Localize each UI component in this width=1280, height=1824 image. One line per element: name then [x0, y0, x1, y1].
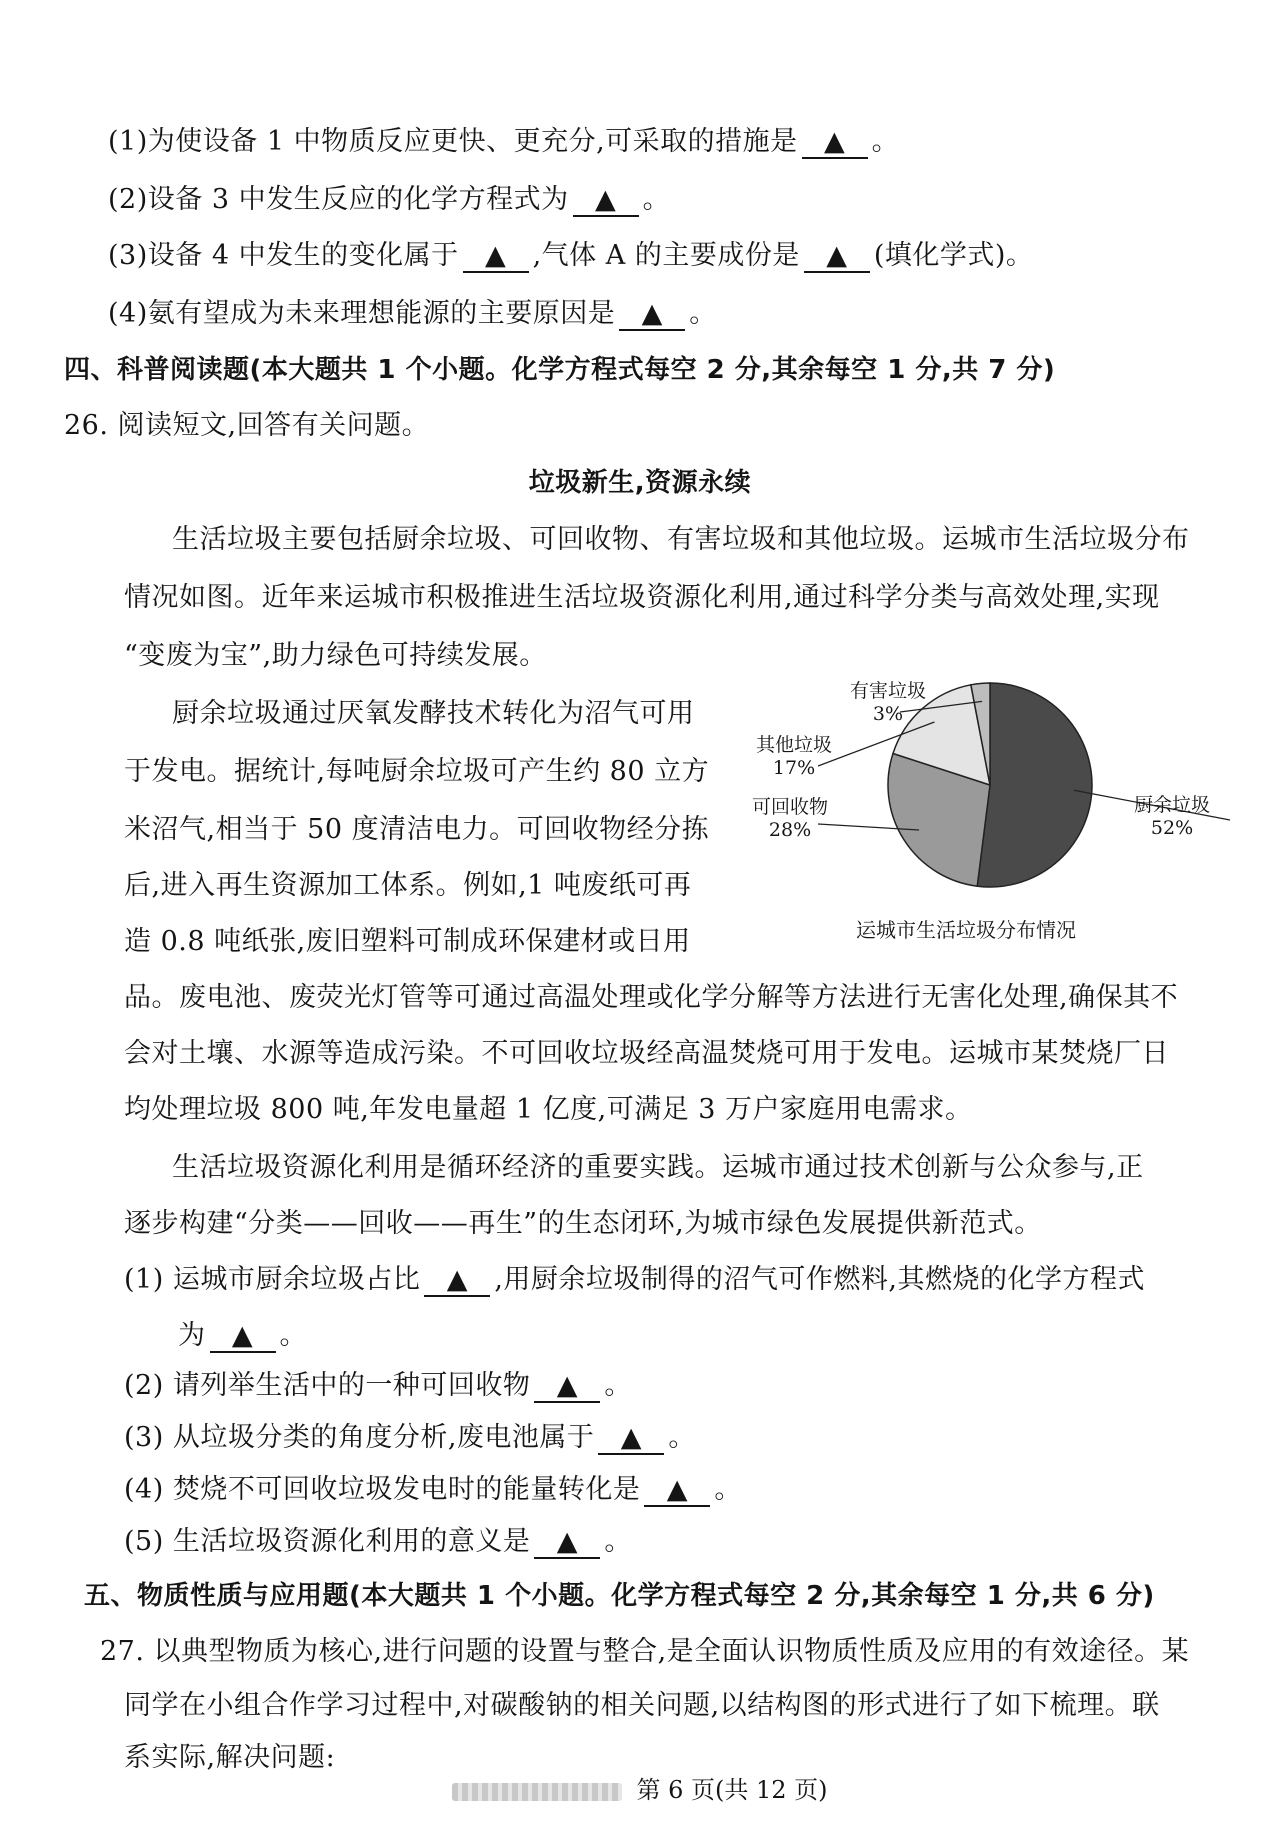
answer-blank[interactable]: ▲	[804, 241, 870, 273]
answer-blank[interactable]: ▲	[210, 1321, 276, 1353]
answer-blank[interactable]: ▲	[619, 299, 685, 331]
q26-part1-line2: 为 ▲ 。	[178, 1320, 307, 1351]
answer-blank[interactable]: ▲	[644, 1475, 710, 1507]
answer-blank[interactable]: ▲	[598, 1423, 664, 1455]
q26-part2: (2) 请列举生活中的一种可回收物 ▲ 。	[124, 1370, 632, 1401]
q25-part3: (3)设备 4 中发生的变化属于 ▲ ,气体 A 的主要成份是 ▲ (填化学式)。	[108, 240, 1034, 271]
pie-chart	[750, 670, 1250, 970]
label-kitchen: 厨余垃圾 52%	[1134, 794, 1211, 839]
q25-part2: (2)设备 3 中发生反应的化学方程式为 ▲ 。	[108, 184, 671, 215]
page-number: 第 6 页(共 12 页)	[636, 1776, 828, 1804]
para2-line6: 品。废电池、废荧光灯管等可通过高温处理或化学分解等方法进行无害化处理,确保其不	[124, 982, 1179, 1013]
para2-line5: 造 0.8 吨纸张,废旧塑料可制成环保建材或日用	[124, 926, 691, 957]
label-hazardous: 有害垃圾 3%	[850, 680, 927, 725]
slice-kitchen-waste	[977, 683, 1092, 887]
para2-line8: 均处理垃圾 800 吨,年发电量超 1 亿度,可满足 3 万户家庭用电需求。	[124, 1094, 973, 1125]
article-title: 垃圾新生,资源永续	[528, 468, 752, 498]
q27-line2: 同学在小组合作学习过程中,对碳酸钠的相关问题,以结构图的形式进行了如下梳理。联	[124, 1690, 1160, 1721]
para3-line2: 逐步构建“分类——回收——再生”的生态闭环,为城市绿色发展提供新范式。	[124, 1208, 1042, 1239]
chart-caption: 运城市生活垃圾分布情况	[856, 918, 1076, 942]
answer-blank[interactable]: ▲	[802, 127, 868, 159]
para1-line3: “变废为宝”,助力绿色可持续发展。	[124, 640, 547, 671]
q25-part4: (4)氨有望成为未来理想能源的主要原因是 ▲ 。	[108, 298, 717, 329]
label-recyclable: 可回收物 28%	[752, 796, 829, 841]
section-heading-4: 四、科普阅读题(本大题共 1 个小题。化学方程式每空 2 分,其余每空 1 分,共 7 分)	[64, 355, 1056, 385]
answer-blank[interactable]: ▲	[573, 185, 639, 217]
answer-blank[interactable]: ▲	[534, 1371, 600, 1403]
q27-line3: 系实际,解决问题:	[124, 1742, 336, 1773]
q26-part5: (5) 生活垃圾资源化利用的意义是 ▲ 。	[124, 1526, 632, 1557]
q25-part1: (1)为使设备 1 中物质反应更快、更充分,可采取的措施是 ▲ 。	[108, 126, 900, 157]
para2-line1: 厨余垃圾通过厌氧发酵技术转化为沼气可用	[172, 698, 695, 729]
para2-line7: 会对土壤、水源等造成污染。不可回收垃圾经高温焚烧可用于发电。运城市某焚烧厂日	[124, 1038, 1169, 1069]
answer-blank[interactable]: ▲	[424, 1265, 490, 1297]
q26-part1: (1) 运城市厨余垃圾占比 ▲ ,用厨余垃圾制得的沼气可作燃料,其燃烧的化学方程式	[124, 1264, 1145, 1295]
para1-line2: 情况如图。近年来运城市积极推进生活垃圾资源化利用,通过科学分类与高效处理,实现	[124, 582, 1160, 613]
section-heading-5: 五、物质性质与应用题(本大题共 1 个小题。化学方程式每空 2 分,其余每空 1 分,共 6 分)	[84, 1581, 1155, 1611]
para1-line1: 生活垃圾主要包括厨余垃圾、可回收物、有害垃圾和其他垃圾。运城市生活垃圾分布	[172, 524, 1190, 555]
q27-line1: 27. 以典型物质为核心,进行问题的设置与整合,是全面认识物质性质及应用的有效途径。某	[100, 1636, 1190, 1667]
para2-line4: 后,进入再生资源加工体系。例如,1 吨废纸可再	[124, 870, 692, 901]
para3-line1: 生活垃圾资源化利用是循环经济的重要实践。运城市通过技术创新与公众参与,正	[172, 1152, 1144, 1183]
page-footer	[0, 1770, 1280, 1805]
para2-line3: 米沼气,相当于 50 度清洁电力。可回收物经分拣	[124, 814, 710, 845]
label-other: 其他垃圾 17%	[756, 734, 833, 779]
watermark-smudge	[452, 1783, 622, 1801]
answer-blank[interactable]: ▲	[534, 1527, 600, 1559]
para2-line2: 于发电。据统计,每吨厨余垃圾可产生约 80 立方	[124, 756, 710, 787]
answer-blank[interactable]: ▲	[463, 241, 529, 273]
q26-part3: (3) 从垃圾分类的角度分析,废电池属于 ▲ 。	[124, 1422, 696, 1453]
q26-intro: 26. 阅读短文,回答有关问题。	[64, 410, 430, 441]
q26-part4: (4) 焚烧不可回收垃圾发电时的能量转化是 ▲ 。	[124, 1474, 742, 1505]
